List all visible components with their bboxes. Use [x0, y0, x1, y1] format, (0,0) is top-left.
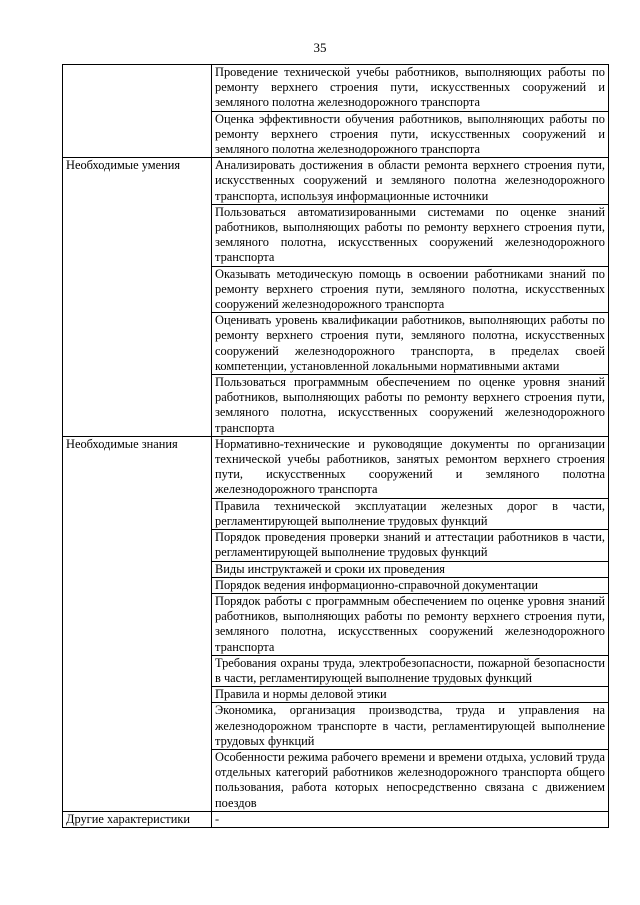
- list-item: Нормативно-технические и руководящие документы по организации технической учебы работников, занятых ремонтом верхнего строения пути, искусственных сооружений и земляного полотна железнодорожного транспорта: [215, 436, 605, 497]
- row-label: Необходимые умения: [63, 158, 212, 437]
- table-row: [63, 811, 609, 827]
- row-content: [212, 811, 609, 827]
- list-item: Правила технической эксплуатации железных дорог в части, регламентирующей выполнение трудовых функций: [212, 498, 608, 529]
- list-item: Порядок проведения проверки знаний и аттестации работников в части, регламентирующей выполнение трудовых функций: [212, 529, 608, 560]
- list-item: Пользоваться автоматизированными системами по оценке знаний работников, выполняющих работы по ремонту верхнего строения пути, земляного полотна, искусственных сооружений железнодорожного транспорта: [212, 204, 608, 266]
- list-item: Пользоваться программным обеспечением по оценке уровня знаний работников, выполняющих работы по ремонту верхнего строения пути, земляного полотна, искусственных сооружений железнодорожного транспорта: [212, 374, 608, 436]
- list-item: Экономика, организация производства, труда и управления на железнодорожном транспорте в части, регламентирующей выполнение трудовых функций: [212, 702, 608, 749]
- list-item: Порядок ведения информационно-справочной документации: [212, 577, 608, 593]
- list-item: Оценка эффективности обучения работников, выполняющих работы по ремонту верхнего строения пути, искусственных сооружений и земляного полотна железнодорожного транспорта: [212, 111, 608, 158]
- list-item: -: [215, 811, 220, 826]
- row-label: Необходимые знания: [63, 436, 212, 811]
- specification-table: [62, 64, 609, 828]
- table-row: [63, 436, 609, 811]
- list-item: Виды инструктажей и сроки их проведения: [212, 561, 608, 577]
- list-item: Оценивать уровень квалификации работников, выполняющих работы по ремонту верхнего строения пути, земляного полотна, искусственных сооружений железнодорожного транспорта, в пределах своей компетенции, установленной локальными нормативными актами: [212, 312, 608, 374]
- row-content: [212, 158, 609, 437]
- table-row: [63, 158, 609, 437]
- row-label: [63, 65, 212, 158]
- row-content: [212, 65, 609, 158]
- list-item: Проведение технической учебы работников, выполняющих работы по ремонту верхнего строения пути, искусственных сооружений и земляного полотна железнодорожного транспорта: [215, 65, 605, 110]
- page-number: 35: [313, 40, 327, 55]
- list-item: Порядок работы с программным обеспечением по оценке уровня знаний работников, выполняющих работы по ремонту верхнего строения пути, земляного полотна, искусственных сооружений железнодорожного транспорта: [212, 593, 608, 655]
- list-item: Правила и нормы деловой этики: [212, 686, 608, 702]
- list-item: Оказывать методическую помощь в освоении работниками знаний по ремонту верхнего строения пути, земляного полотна, искусственных сооружений железнодорожного транспорта: [212, 266, 608, 313]
- list-item: Анализировать достижения в области ремонта верхнего строения пути, искусственных сооружений и земляного полотна железнодорожного транспорта, используя информационные источники: [215, 158, 605, 203]
- row-content: [212, 436, 609, 811]
- row-label: Другие характеристики: [63, 811, 212, 827]
- list-item: Особенности режима рабочего времени и времени отдыха, условий труда отдельных категорий работников железнодорожного транспорта общего пользования, работа которых непосредственно связана с движением поездов: [212, 749, 608, 811]
- table-row: [63, 65, 609, 158]
- list-item: Требования охраны труда, электробезопасности, пожарной безопасности в части, регламентирующей выполнение трудовых функций: [212, 655, 608, 686]
